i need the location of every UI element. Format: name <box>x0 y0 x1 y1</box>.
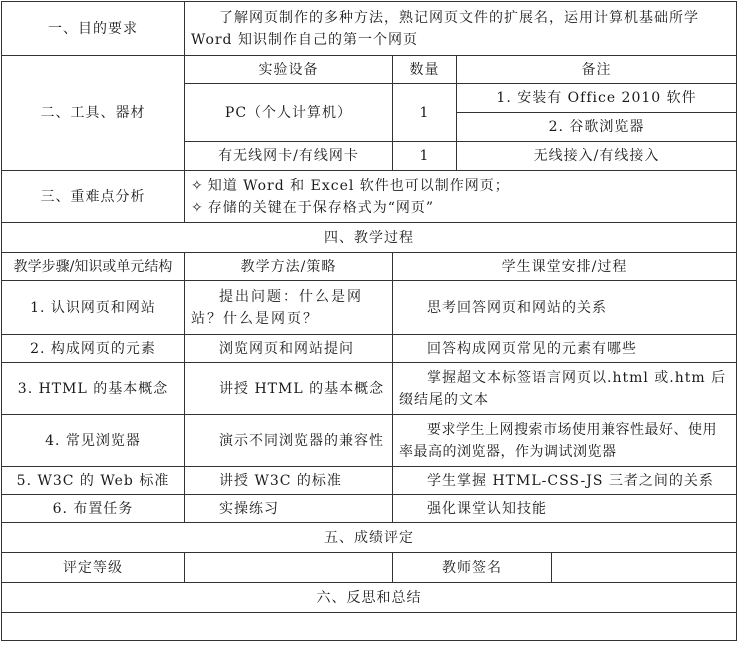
grade-label: 评定等级 <box>2 553 185 583</box>
teaching-process-title-row <box>2 223 737 253</box>
teaching-method: 实操练习 <box>185 495 393 523</box>
diamond-bullet-icon: ✧ <box>191 177 204 194</box>
teaching-header-method: 教学方法/策略 <box>185 253 393 281</box>
lesson-plan-table <box>1 1 737 641</box>
teaching-method: 讲授 HTML 的基本概念 <box>185 363 393 415</box>
teaching-header-step: 教学步骤/知识或单元结构 <box>2 253 185 281</box>
teaching-method: 讲授 W3C 的标准 <box>185 467 393 495</box>
key-points-content <box>185 171 737 223</box>
teaching-header-arrangement: 学生课堂安排/过程 <box>393 253 737 281</box>
teaching-arrangement: 强化课堂认知技能 <box>393 495 737 523</box>
equipment-device: PC（个人计算机） <box>185 84 393 142</box>
equipment-header-device: 实验设备 <box>185 56 393 84</box>
signature-label: 教师签名 <box>393 553 552 583</box>
objectives-row <box>2 2 737 56</box>
teaching-step: 2. 构成网页的元素 <box>2 335 185 363</box>
teaching-row <box>2 335 737 363</box>
teaching-arrangement: 思考回答网页和网站的关系 <box>393 281 737 335</box>
teaching-method: 浏览网页和网站提问 <box>185 335 393 363</box>
grading-title-row <box>2 523 737 553</box>
key-points-row <box>2 171 737 223</box>
objectives-label: 一、目的要求 <box>2 2 185 56</box>
equipment-qty: 1 <box>393 142 457 171</box>
equipment-label: 二、工具、器材 <box>2 56 185 171</box>
equipment-note: 1. 安装有 Office 2010 软件 <box>457 84 737 113</box>
reflection-title: 六、反思和总结 <box>2 583 737 613</box>
key-points-label: 三、重难点分析 <box>2 171 185 223</box>
teaching-row <box>2 495 737 523</box>
objectives-content: 了解网页制作的多种方法，熟记网页文件的扩展名，运用计算机基础所学 Word 知识制作自己的第一个网页 <box>185 2 737 56</box>
grading-title: 五、成绩评定 <box>2 523 737 553</box>
teaching-header-row <box>2 253 737 281</box>
equipment-qty: 1 <box>393 84 457 142</box>
signature-value <box>552 553 737 583</box>
diamond-bullet-icon: ✧ <box>191 199 204 216</box>
teaching-arrangement: 回答构成网页常见的元素有哪些 <box>393 335 737 363</box>
key-point-item <box>191 197 730 219</box>
key-point-text: 知道 Word 和 Excel 软件也可以制作网页； <box>207 177 510 194</box>
reflection-content <box>2 613 737 641</box>
grade-value <box>185 553 393 583</box>
teaching-row <box>2 415 737 467</box>
key-point-item <box>191 175 730 197</box>
reflection-content-row <box>2 613 737 641</box>
equipment-header-qty: 数量 <box>393 56 457 84</box>
teaching-method: 提出问题：什么是网站？什么是网页？ <box>185 281 393 335</box>
equipment-note: 无线接入/有线接入 <box>457 142 737 171</box>
grading-row <box>2 553 737 583</box>
teaching-row <box>2 363 737 415</box>
equipment-header-notes: 备注 <box>457 56 737 84</box>
teaching-step: 1. 认识网页和网站 <box>2 281 185 335</box>
teaching-step: 5. W3C 的 Web 标准 <box>2 467 185 495</box>
teaching-step: 4. 常见浏览器 <box>2 415 185 467</box>
teaching-method: 演示不同浏览器的兼容性 <box>185 415 393 467</box>
teaching-arrangement: 掌握超文本标签语言网页以.html 或.htm 后缀结尾的文本 <box>393 363 737 415</box>
equipment-note: 2. 谷歌浏览器 <box>457 113 737 142</box>
teaching-arrangement: 要求学生上网搜索市场使用兼容性最好、使用率最高的浏览器，作为调试浏览器 <box>393 415 737 467</box>
teaching-step: 3. HTML 的基本概念 <box>2 363 185 415</box>
teaching-step: 6. 布置任务 <box>2 495 185 523</box>
teaching-row <box>2 467 737 495</box>
teaching-row <box>2 281 737 335</box>
equipment-device: 有无线网卡/有线网卡 <box>185 142 393 171</box>
teaching-process-title: 四、教学过程 <box>2 223 737 253</box>
teaching-arrangement: 学生掌握 HTML-CSS-JS 三者之间的关系 <box>393 467 737 495</box>
reflection-title-row <box>2 583 737 613</box>
key-point-text: 存储的关键在于保存格式为“网页” <box>207 199 435 216</box>
equipment-header-row <box>2 56 737 84</box>
